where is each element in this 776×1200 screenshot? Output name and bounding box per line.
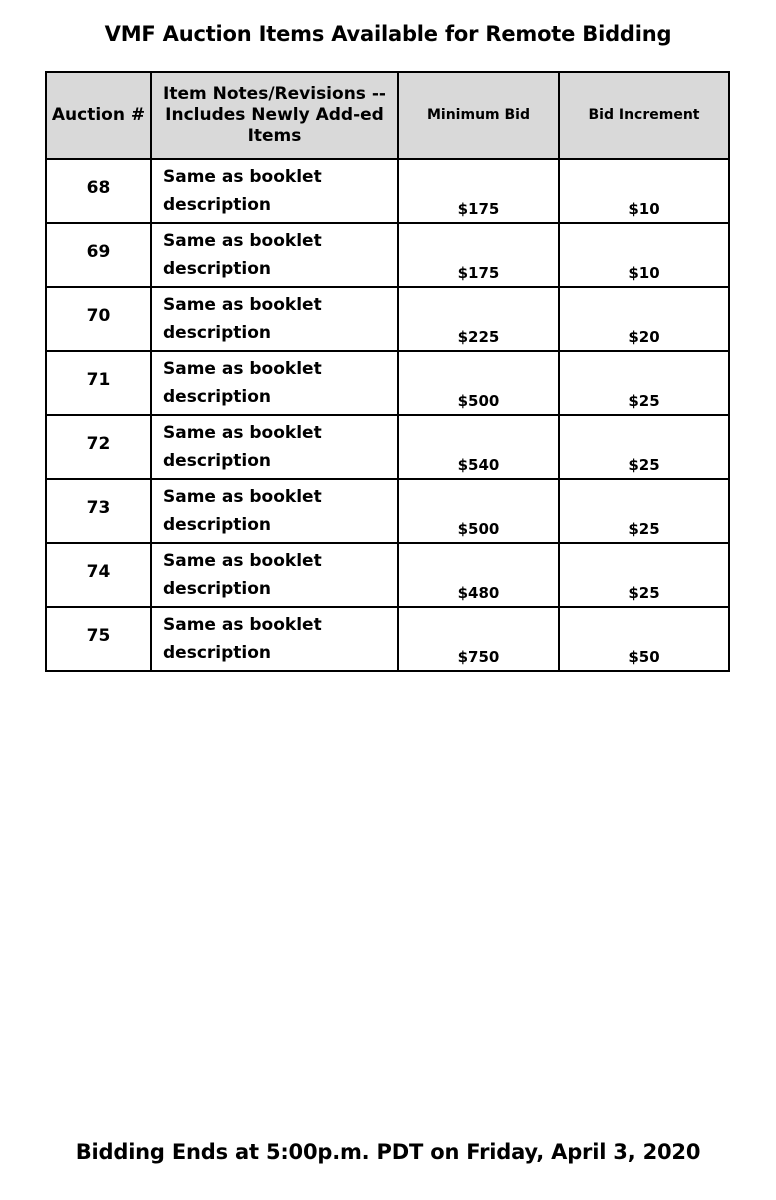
bid-increment-cell: $50 xyxy=(559,607,729,671)
notes-line: Same as booklet xyxy=(163,550,322,571)
bid-increment-cell: $20 xyxy=(559,287,729,351)
item-notes-cell xyxy=(151,415,398,479)
auction-number-cell: 69 xyxy=(46,223,151,287)
bid-increment-cell: $25 xyxy=(559,351,729,415)
bid-increment-cell: $10 xyxy=(559,159,729,223)
table-row xyxy=(46,479,729,543)
notes-line: description xyxy=(163,387,272,407)
table-row xyxy=(46,159,729,223)
bid-increment-cell: $10 xyxy=(559,223,729,287)
auction-number-cell: 74 xyxy=(46,543,151,607)
auction-number-cell: 70 xyxy=(46,287,151,351)
table-row xyxy=(46,543,729,607)
notes-line: Same as booklet xyxy=(163,486,322,507)
auction-items-table xyxy=(45,71,730,672)
notes-line: description xyxy=(163,515,272,535)
notes-line: description xyxy=(163,323,272,343)
item-notes-cell xyxy=(151,479,398,543)
bid-increment-cell: $25 xyxy=(559,479,729,543)
minimum-bid-cell: $175 xyxy=(398,159,559,223)
notes-line: description xyxy=(163,643,272,663)
notes-line: description xyxy=(163,195,272,215)
item-notes-cell xyxy=(151,159,398,223)
table-row xyxy=(46,287,729,351)
minimum-bid-cell: $225 xyxy=(398,287,559,351)
minimum-bid-cell: $480 xyxy=(398,543,559,607)
table-row xyxy=(46,223,729,287)
notes-line: Same as booklet xyxy=(163,422,322,443)
bid-increment-cell: $25 xyxy=(559,415,729,479)
item-notes-cell xyxy=(151,543,398,607)
page-title: VMF Auction Items Available for Remote Bidding xyxy=(104,22,672,46)
notes-line: description xyxy=(163,451,272,471)
table-row xyxy=(46,415,729,479)
notes-line: Same as booklet xyxy=(163,230,322,251)
table-row xyxy=(46,351,729,415)
header-auction-number: Auction # xyxy=(46,72,151,159)
bid-increment-cell: $25 xyxy=(559,543,729,607)
item-notes-cell xyxy=(151,223,398,287)
bidding-deadline: Bidding Ends at 5:00p.m. PDT on Friday, April 3, 2020 xyxy=(75,1140,701,1164)
header-bid-increment: Bid Increment xyxy=(559,72,729,159)
auction-number-cell: 71 xyxy=(46,351,151,415)
item-notes-cell xyxy=(151,607,398,671)
notes-line: Same as booklet xyxy=(163,294,322,315)
minimum-bid-cell: $750 xyxy=(398,607,559,671)
notes-line: description xyxy=(163,579,272,599)
auction-number-cell: 73 xyxy=(46,479,151,543)
minimum-bid-cell: $500 xyxy=(398,479,559,543)
auction-number-cell: 75 xyxy=(46,607,151,671)
header-item-notes: Item Notes/Revisions -- Includes Newly Add-ed Items xyxy=(151,72,398,159)
minimum-bid-cell: $175 xyxy=(398,223,559,287)
minimum-bid-cell: $540 xyxy=(398,415,559,479)
table-row xyxy=(46,607,729,671)
notes-line: Same as booklet xyxy=(163,166,322,187)
auction-number-cell: 72 xyxy=(46,415,151,479)
item-notes-cell xyxy=(151,351,398,415)
header-minimum-bid: Minimum Bid xyxy=(398,72,559,159)
item-notes-cell xyxy=(151,287,398,351)
notes-line: Same as booklet xyxy=(163,614,322,635)
minimum-bid-cell: $500 xyxy=(398,351,559,415)
notes-line: Same as booklet xyxy=(163,358,322,379)
auction-number-cell: 68 xyxy=(46,159,151,223)
table-header-row xyxy=(46,72,729,159)
notes-line: description xyxy=(163,259,272,279)
